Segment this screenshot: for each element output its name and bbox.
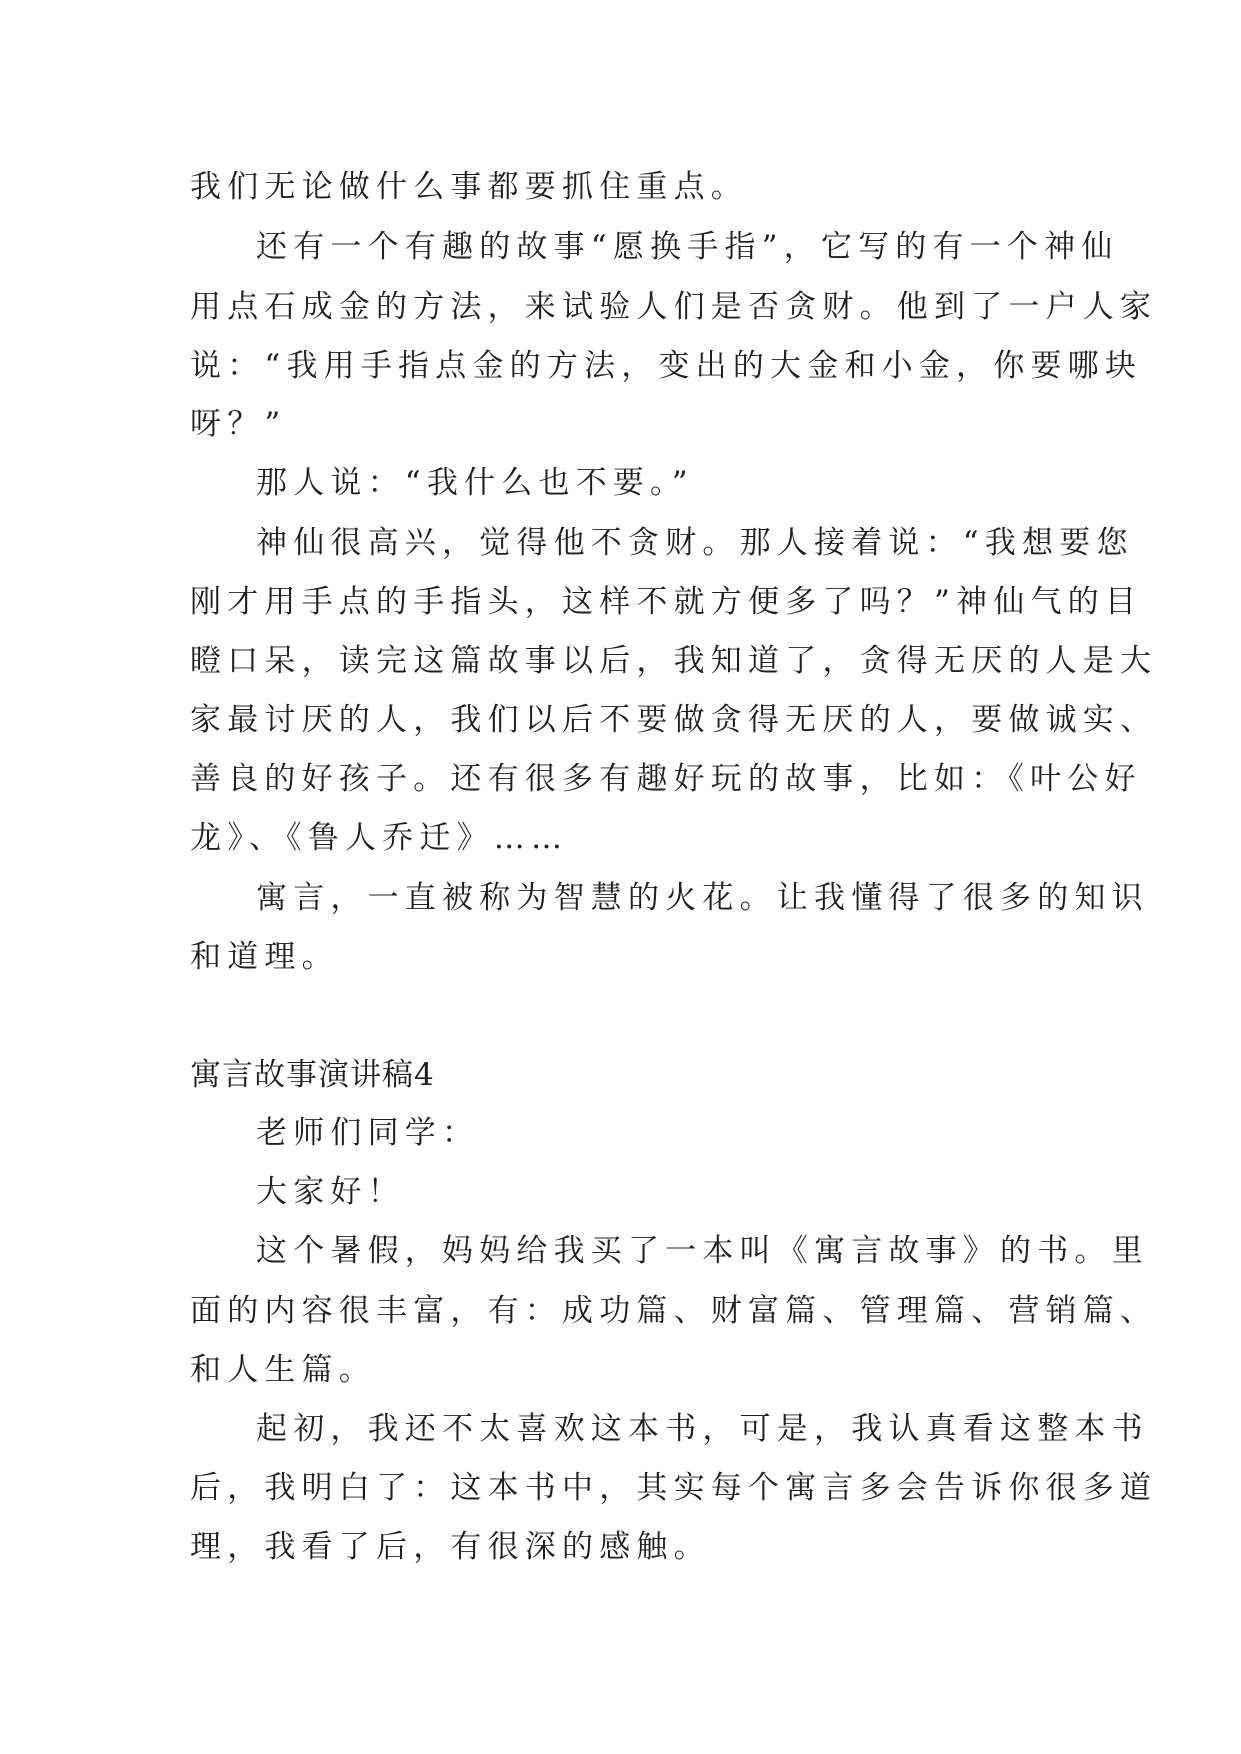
paragraph-line: 龙》、《鲁人乔迁》…… [190, 820, 569, 856]
paragraph-line: 神仙很高兴，觉得他不贪财。那人接着说：“我想要您 [256, 525, 1134, 561]
paragraph-line: 寓言，一直被称为智慧的火花。让我懂得了很多的知识 [256, 880, 1149, 916]
paragraph-line: 呀？” [190, 406, 287, 442]
paragraph-line: 家最讨厌的人，我们以后不要做贪得无厌的人，要做诚实、 [190, 702, 1158, 738]
paragraph-line: 刚才用手点的手指头，这样不就方便多了吗？”神仙气的目 [190, 584, 1143, 620]
paragraph-line: 用点石成金的方法，来试验人们是否贪财。他到了一户人家 [190, 289, 1158, 325]
paragraph-line: 善良的好孩子。还有很多有趣好玩的故事，比如：《叶公好 [190, 761, 1142, 797]
paragraph-line: 和人生篇。 [190, 1352, 376, 1388]
paragraph-line: 和道理。 [190, 939, 339, 975]
paragraph-line: 这个暑假，妈妈给我买了一本叫《寓言故事》的书。里 [256, 1233, 1149, 1269]
paragraph-line: 我们无论做什么事都要抓住重点。 [190, 169, 748, 205]
paragraph-line: 面的内容很丰富，有：成功篇、财富篇、管理篇、营销篇、 [190, 1293, 1158, 1329]
paragraph-line: 那人说：“我什么也不要。” [256, 465, 694, 501]
salutation-line: 老师们同学： [256, 1115, 480, 1151]
paragraph-line: 瞪口呆，读完这篇故事以后，我知道了，贪得无厌的人是大 [190, 643, 1158, 679]
greeting-line: 大家好！ [256, 1174, 405, 1210]
paragraph-line: 理，我看了后，有很深的感触。 [190, 1529, 711, 1565]
paragraph-line: 起初，我还不太喜欢这本书，可是，我认真看这整本书 [256, 1411, 1149, 1447]
paragraph-line: 说：“我用手指点金的方法，变出的大金和小金，你要哪块 [190, 348, 1143, 384]
paragraph-line: 还有一个有趣的故事“愿换手指”，它写的有一个神仙 [256, 229, 1119, 265]
paragraph-line: 后，我明白了：这本书中，其实每个寓言多会告诉你很多道 [190, 1470, 1158, 1506]
section-heading: 寓言故事演讲稿4 [190, 1057, 435, 1093]
